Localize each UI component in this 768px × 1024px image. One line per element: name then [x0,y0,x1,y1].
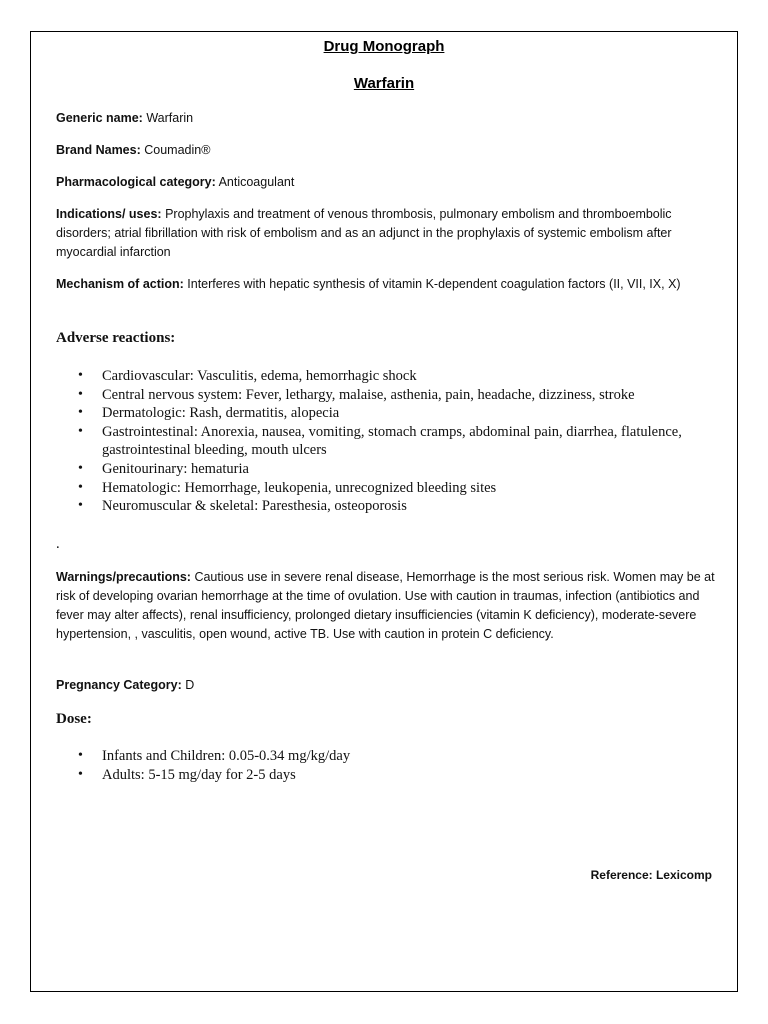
stray-period: . [56,536,60,552]
list-item: • Gastrointestinal: Anorexia, nausea, vomiting, stomach cramps, abdominal pain, diarrhea, flatulence, gastrointestinal bleeding, mouth ulcers [78,423,682,459]
warnings-field [56,568,716,644]
warnings-value: Cautious use in severe renal disease, Hemorrhage is the most serious risk. Women may be at risk of developing ovarian hemorrhage at the time of ovulation. Use with caution in traumas, infection (antibiotics and fever may alter affects), renal insufficiency, prolonged dietary insufficiencies (vitamin K deficiency), moderate-severe hypertension, , vasculitis, open wound, active TB. Use with caution in protein C deficiency. [56,570,715,641]
indications-value: Prophylaxis and treatment of venous thrombosis, pulmonary embolism and thromboembolic disorders; atrial fibrillation with risk of embolism and as an adjunct in the prophylaxis of systemic embolism after myocardial infarction [56,207,672,259]
brand-names-label: Brand Names: [56,143,141,157]
bullet-icon: • [78,386,83,402]
dose-heading: Dose: [56,711,92,727]
pharm-category-field [56,173,716,192]
list-item: • Central nervous system: Fever, lethargy, malaise, asthenia, pain, headache, dizziness, stroke [78,386,635,403]
bullet-icon: • [78,498,83,514]
list-item: • Adults: 5-15 mg/day for 2-5 days [78,766,296,783]
dose-list [78,747,718,784]
bullet-icon: • [78,479,83,495]
indications-label: Indications/ uses: [56,207,162,221]
brand-names-field [56,141,716,160]
bullet-icon: • [78,748,83,763]
indications-field [56,205,716,262]
pregnancy-label: Pregnancy Category: [56,678,182,692]
list-item: • Infants and Children: 0.05-0.34 mg/kg/day [78,748,351,764]
document-title: Drug Monograph [323,38,445,55]
list-item: • Cardiovascular: Vasculitis, edema, hemorrhagic shock [78,368,417,384]
drug-title: Warfarin [353,75,415,92]
list-item: • Neuromuscular & skeletal: Paresthesia, osteoporosis [78,498,407,515]
pregnancy-value: D [181,678,195,692]
document-page [30,31,738,992]
mechanism-field [56,275,716,294]
warnings-label: Warnings/precautions: [56,570,191,584]
mechanism-label: Mechanism of action: [56,277,184,291]
adverse-reactions-list [78,367,718,516]
pregnancy-field [56,676,716,695]
bullet-icon: • [78,423,83,439]
bullet-icon: • [78,405,83,421]
reference-note: Reference: Lexicomp [590,868,712,882]
brand-names-value: Coumadin® [140,143,211,157]
list-item: • Dermatologic: Rash, dermatitis, alopecia [78,405,340,422]
bullet-icon: • [78,460,83,476]
generic-name-value: Warfarin [142,111,194,125]
generic-name-field [56,109,716,128]
bullet-icon: • [78,766,83,782]
adverse-reactions-heading: Adverse reactions: [56,330,176,346]
pharm-category-label: Pharmacological category: [56,175,216,189]
mechanism-value: Interferes with hepatic synthesis of vitamin K-dependent coagulation factors (II, VII, IX, X) [183,277,681,291]
generic-name-label: Generic name: [56,111,143,125]
pharm-category-value: Anticoagulant [215,175,295,189]
list-item: • Genitourinary: hematuria [78,460,249,477]
bullet-icon: • [78,368,83,383]
list-item: • Hematologic: Hemorrhage, leukopenia, unrecognized bleeding sites [78,479,497,496]
